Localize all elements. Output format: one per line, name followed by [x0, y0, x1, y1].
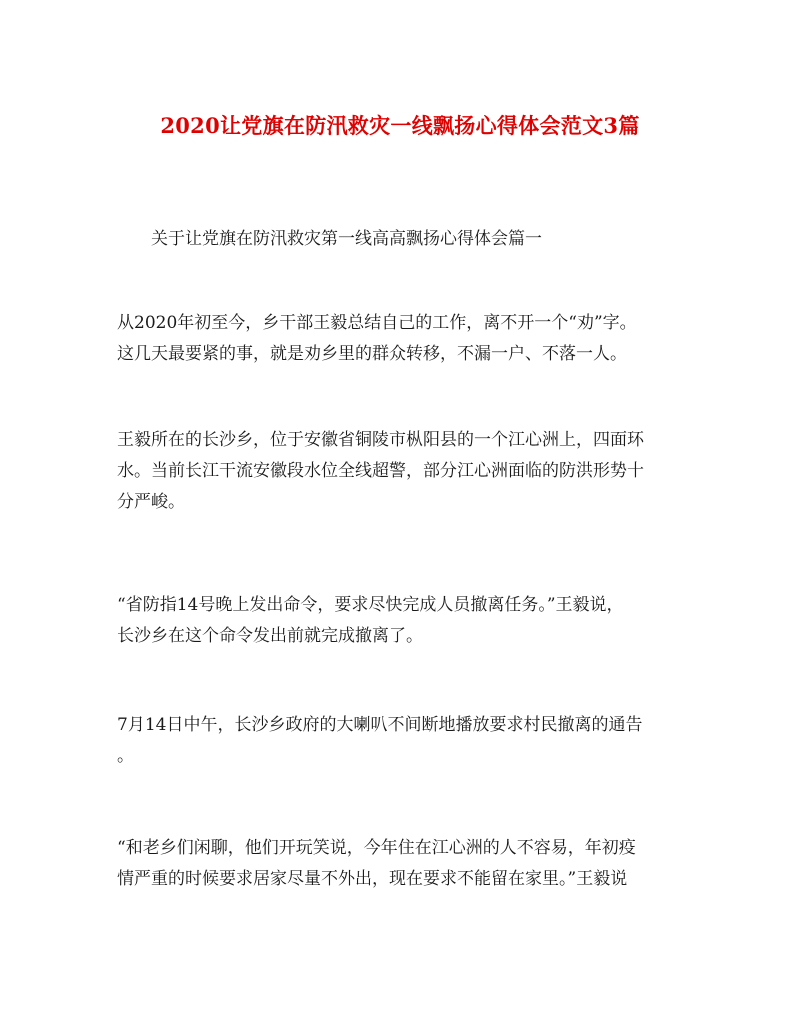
paragraph-line: 7月14日中午，长沙乡政府的大喇叭不间断地播放要求村民撤离的通告: [117, 715, 643, 735]
paragraph-line: 王毅所在的长沙乡，位于安徽省铜陵市枞阳县的一个江心洲上，四面环: [117, 430, 644, 450]
paragraph-4: [117, 710, 689, 772]
paragraph-line: 。: [117, 746, 134, 766]
paragraph-line: “省防指14号晚上发出命令，要求尽快完成人员撤离任务。”王毅说，: [117, 595, 624, 615]
paragraph-3: [117, 590, 689, 652]
paragraph-line: 分严峻。: [117, 492, 185, 512]
paragraph-1: [117, 308, 689, 370]
paragraph-line: 水。当前长江干流安徽段水位全线超警，部分江心洲面临的防洪形势十: [117, 461, 644, 481]
paragraph-line: 这几天最要紧的事，就是劝乡里的群众转移，不漏一户、不落一人。: [117, 344, 627, 364]
paragraph-2: [117, 425, 689, 518]
document-title: 2020让党旗在防汛救灾一线飘扬心得体会范文3篇: [160, 113, 640, 138]
paragraph-line: 从2020年初至今，乡干部王毅总结自己的工作，离不开一个“劝”字。: [117, 313, 637, 333]
paragraph-line: 情严重的时候要求居家尽量不外出，现在要求不能留在家里。”王毅说: [117, 869, 628, 889]
paragraph-line: “和老乡们闲聊，他们开玩笑说，今年住在江心洲的人不容易，年初疫: [117, 838, 636, 858]
paragraph-line: 长沙乡在这个命令发出前就完成撤离了。: [117, 626, 423, 646]
paragraph-5: [117, 833, 689, 895]
section-heading: 关于让党旗在防汛救灾第一线高高飘扬心得体会篇一: [151, 229, 542, 249]
